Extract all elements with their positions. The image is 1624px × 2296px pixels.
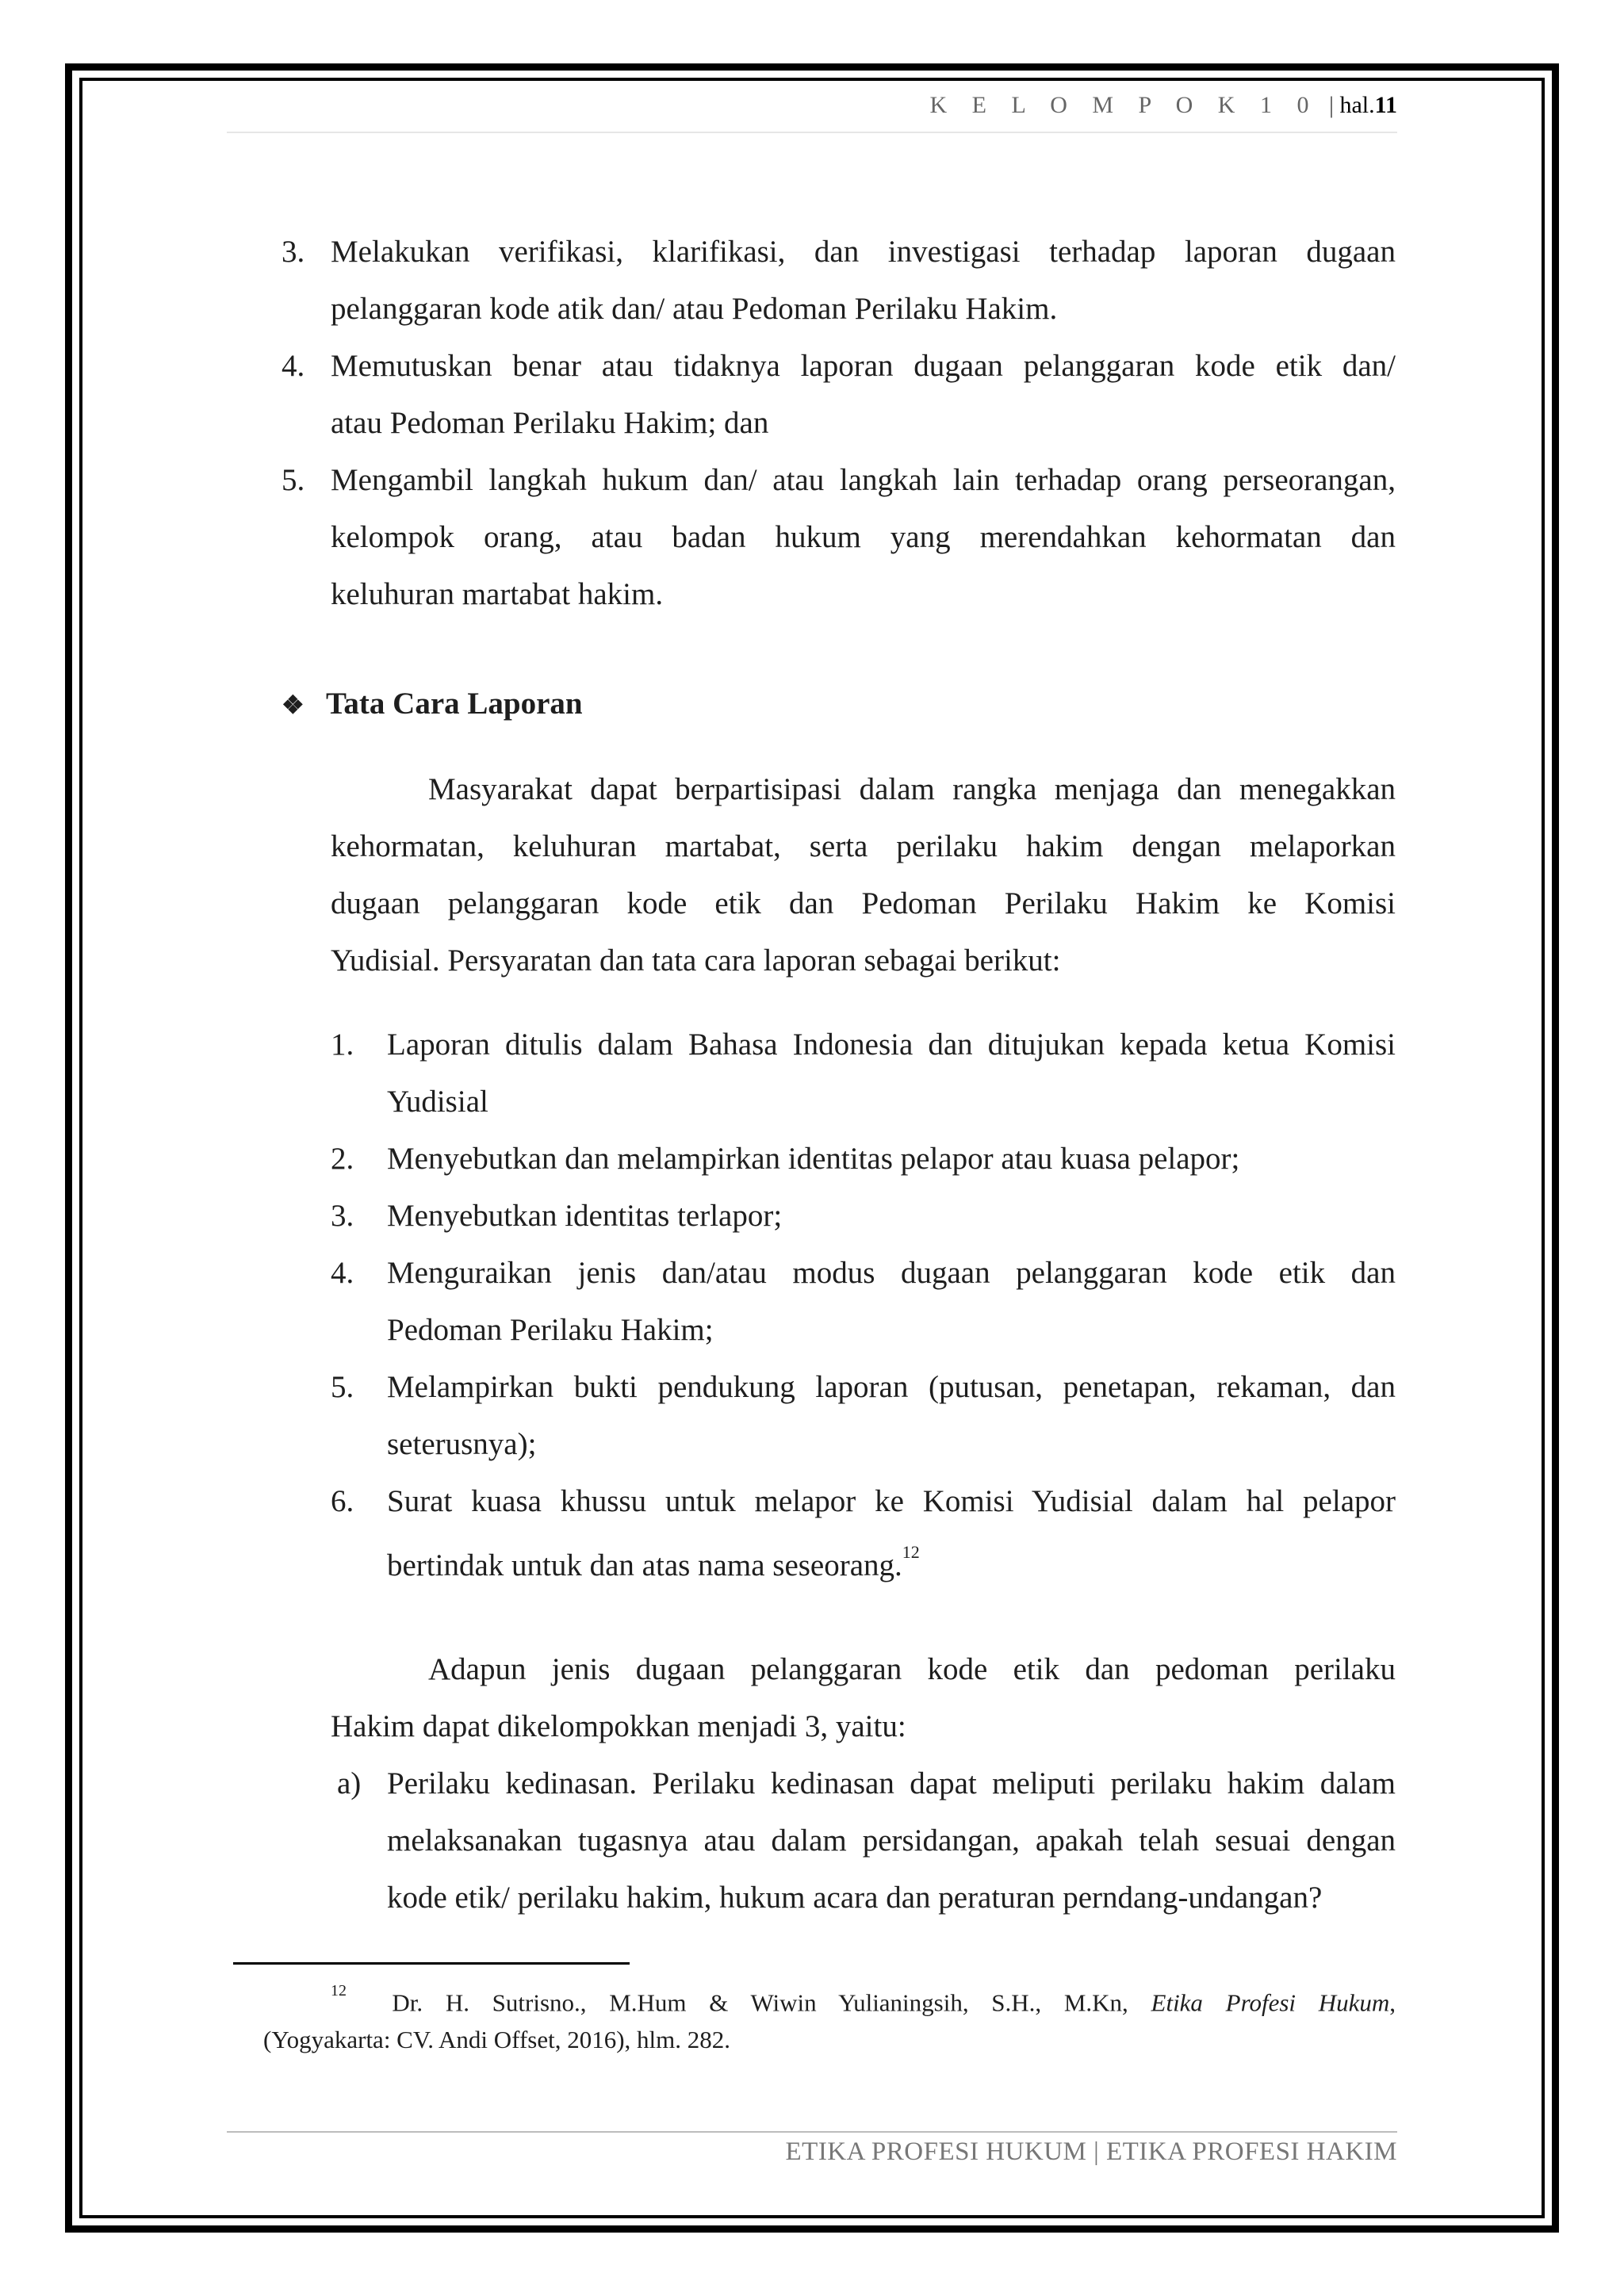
- list-item-line: Melampirkan bukti pendukung laporan (putusan, penetapan, rekaman, dan: [387, 1370, 1396, 1404]
- footnote-line: $^{12}$ Dr. H. Sutrisno., M.Hum & Wiwin Yulianingsih, S.H., M.Kn, Etika Profesi Hukum,: [331, 1982, 1396, 2017]
- diamond-bullet-icon: ❖: [282, 691, 304, 719]
- list-item-line: Yudisial: [387, 1085, 488, 1119]
- footnote-reference: 12: [902, 1542, 920, 1562]
- list-item-line: melaksanakan tugasnya atau dalam persidangan, apakah telah sesuai dengan: [387, 1823, 1396, 1858]
- list-item-letter: a): [337, 1766, 362, 1800]
- list-item-line: Perilaku kedinasan. Perilaku kedinasan dapat meliputi perilaku hakim dalam: [387, 1766, 1396, 1800]
- list-item-number: 1.: [331, 1027, 354, 1062]
- header-page-number: 11: [1374, 92, 1397, 118]
- list-item-line: atau Pedoman Perilaku Hakim; dan: [331, 406, 769, 440]
- footnote-line: (Yogyakarta: CV. Andi Offset, 2016), hlm. 282.: [263, 2026, 730, 2053]
- list-item-number: 6.: [331, 1484, 354, 1518]
- header-page-prefix: hal.: [1339, 92, 1375, 118]
- footnote-authors: Dr. H. Sutrisno., M.Hum & Wiwin Yulianingsih, S.H., M.Kn,: [392, 1988, 1128, 2017]
- list-item-number: 5.: [282, 463, 305, 497]
- list-item-line: seterusnya);: [387, 1427, 537, 1461]
- section-title: Tata Cara Laporan: [326, 687, 583, 721]
- list-item-text: bertindak untuk dan atas nama seseorang.: [387, 1548, 902, 1582]
- list-item-number: 4.: [282, 349, 305, 383]
- list-item-line: Melakukan verifikasi, klarifikasi, dan investigasi terhadap laporan dugaan: [331, 235, 1396, 269]
- list-item-line: Laporan ditulis dalam Bahasa Indonesia dan ditujukan kepada ketua Komisi: [387, 1027, 1396, 1062]
- list-item-line: Menyebutkan dan melampirkan identitas pelapor atau kuasa pelapor;: [387, 1142, 1240, 1176]
- list-item-line: Mengambil langkah hukum dan/ atau langkah lain terhadap orang perseorangan,: [331, 463, 1396, 497]
- list-item-number: 5.: [331, 1370, 354, 1404]
- running-header: [930, 92, 1397, 119]
- list-item-line: Pedoman Perilaku Hakim;: [387, 1313, 714, 1347]
- footnote-separator: [233, 1962, 630, 1965]
- list-item-line: Menyebutkan identitas terlapor;: [387, 1199, 783, 1233]
- paragraph-line: kehormatan, keluhuran martabat, serta perilaku hakim dengan melaporkan: [331, 829, 1396, 863]
- header-separator: |: [1328, 92, 1334, 118]
- list-item-line: kode etik/ perilaku hakim, hukum acara dan peraturan perndang-undangan?: [387, 1881, 1323, 1915]
- list-item-line: keluhuran martabat hakim.: [331, 577, 664, 611]
- list-item-number: 3.: [331, 1199, 354, 1233]
- paragraph-line: Adapun jenis dugaan pelanggaran kode etik dan pedoman perilaku: [428, 1652, 1396, 1686]
- list-item-line: [387, 1530, 1396, 1594]
- footnote-number: 12: [331, 1982, 347, 1999]
- paragraph-line: Masyarakat dapat berpartisipasi dalam rangka menjaga dan menegakkan: [428, 772, 1396, 806]
- section-heading: [282, 675, 583, 733]
- list-item-line: kelompok orang, atau badan hukum yang merendahkan kehormatan dan: [331, 520, 1396, 554]
- header-group-label: K E L O M P O K 1 0: [929, 92, 1319, 118]
- list-item-line: pelanggaran kode atik dan/ atau Pedoman Perilaku Hakim.: [331, 292, 1058, 326]
- footnote-book-title: Etika Profesi Hukum: [1151, 1988, 1390, 2017]
- list-item-line: Surat kuasa khussu untuk melapor ke Komisi Yudisial dalam hal pelapor: [387, 1484, 1396, 1518]
- footer-rule: [227, 2131, 1397, 2133]
- list-item-line: Memutuskan benar atau tidaknya laporan dugaan pelanggaran kode etik dan/: [331, 349, 1396, 383]
- paragraph-line: dugaan pelanggaran kode etik dan Pedoman Perilaku Hakim ke Komisi: [331, 886, 1396, 920]
- list-item-number: 4.: [331, 1256, 354, 1290]
- running-footer: ETIKA PROFESI HUKUM | ETIKA PROFESI HAKIM: [785, 2137, 1397, 2166]
- list-item-number: 2.: [331, 1142, 354, 1176]
- list-item-line: Menguraikan jenis dan/atau modus dugaan pelanggaran kode etik dan: [387, 1256, 1396, 1290]
- list-item-number: 3.: [282, 235, 305, 269]
- paragraph-line: Hakim dapat dikelompokkan menjadi 3, yaitu:: [331, 1709, 906, 1743]
- header-rule: [227, 132, 1397, 133]
- paragraph-line: Yudisial. Persyaratan dan tata cara laporan sebagai berikut:: [331, 943, 1061, 978]
